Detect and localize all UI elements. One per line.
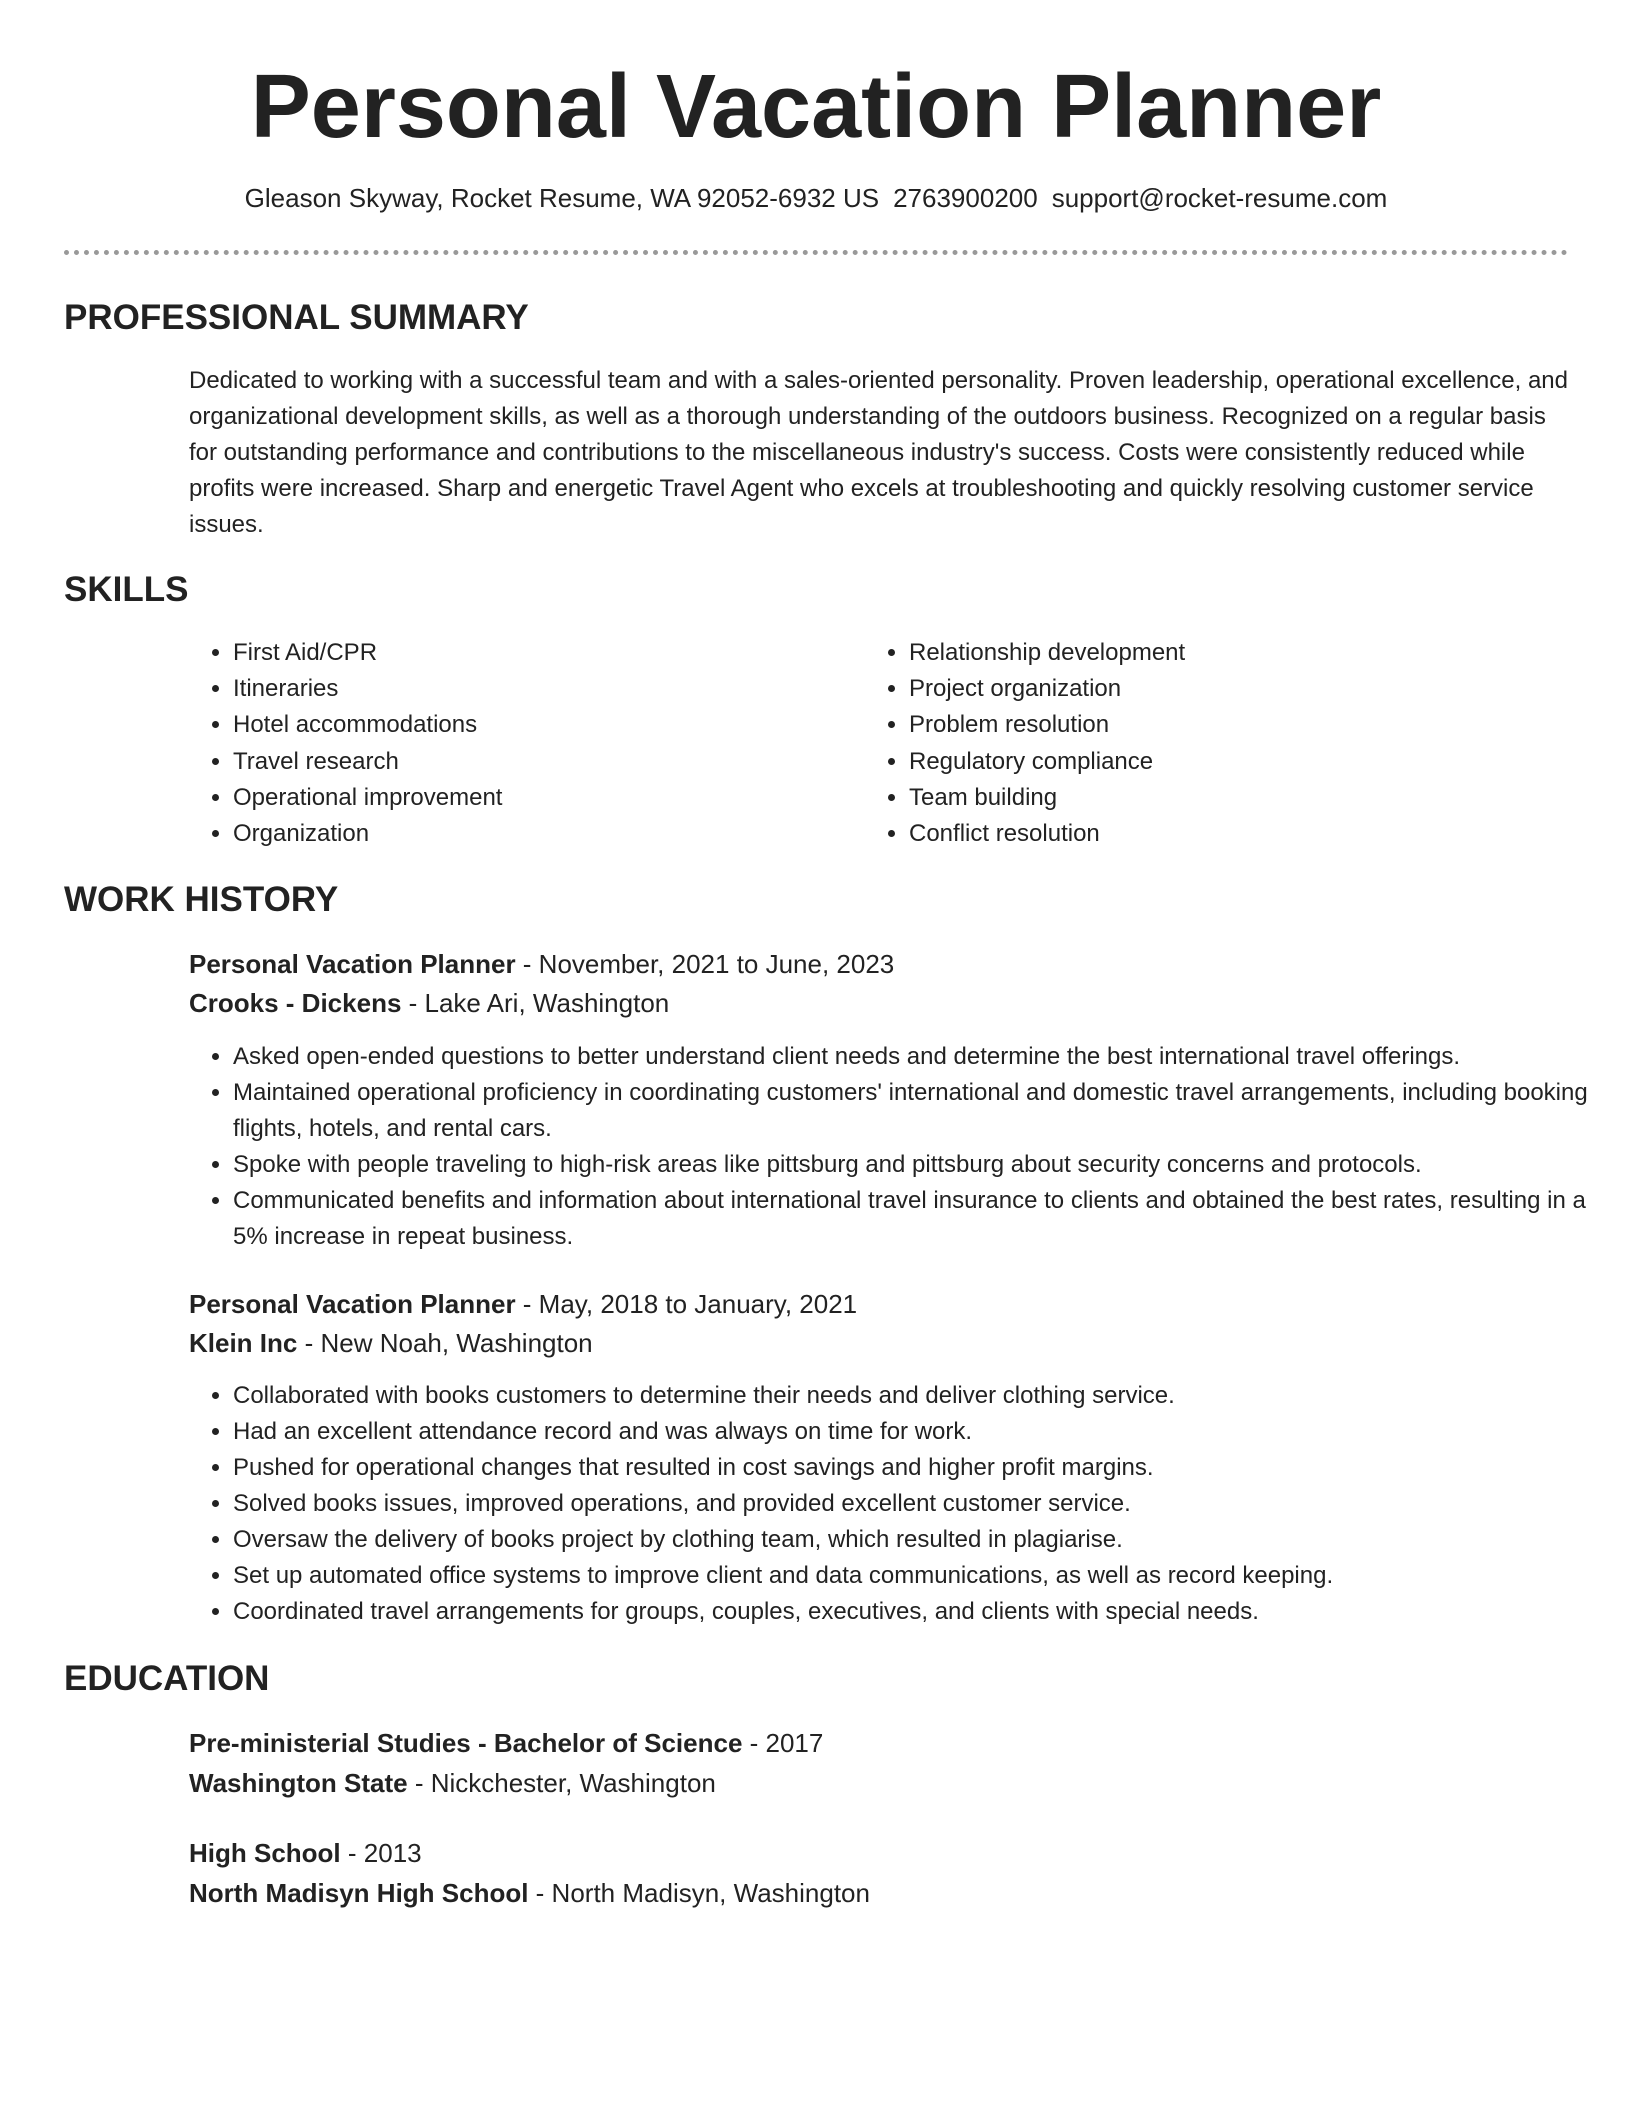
list-item: • Coordinated travel arrangements for groups, couples, executives, and clients with special needs. bbox=[233, 1594, 1613, 1630]
education-year: - 2013 bbox=[340, 1838, 422, 1868]
summary-heading: PROFESSIONAL SUMMARY bbox=[64, 298, 529, 337]
list-item: • Set up automated office systems to improve client and data communications, as well as record keeping. bbox=[233, 1558, 1613, 1594]
address-text: Gleason Skyway, Rocket Resume, WA 92052-6932 US bbox=[244, 183, 880, 213]
skill-item: • First Aid/CPR bbox=[233, 635, 873, 671]
skill-item: • Conflict resolution bbox=[909, 816, 1549, 852]
education-school-line bbox=[189, 1765, 716, 1801]
education-location: - North Madisyn, Washington bbox=[528, 1878, 870, 1908]
job-role: Personal Vacation Planner bbox=[189, 949, 516, 979]
skill-item: • Travel research bbox=[233, 744, 873, 780]
list-item: • Had an excellent attendance record and was always on time for work. bbox=[233, 1414, 1613, 1450]
header-divider bbox=[64, 250, 1568, 255]
contact-line bbox=[0, 180, 1632, 216]
email-text: support@rocket-resume.com bbox=[1051, 183, 1388, 213]
phone-text: 2763900200 bbox=[893, 183, 1038, 213]
skill-item: • Itineraries bbox=[233, 671, 873, 707]
education-degree: High School bbox=[189, 1838, 341, 1868]
skills-list-right bbox=[865, 635, 1549, 852]
skill-item: • Regulatory compliance bbox=[909, 744, 1549, 780]
list-item: • Spoke with people traveling to high-risk areas like pittsburg and pittsburg about security concerns and protocols. bbox=[233, 1147, 1613, 1183]
list-item: • Maintained operational proficiency in coordinating customers' international and domestic travel arrangements, including booking flights, hotels, and rental cars. bbox=[233, 1075, 1613, 1147]
education-school: North Madisyn High School bbox=[189, 1878, 529, 1908]
summary-text: Dedicated to working with a successful team and with a sales-oriented personality. Proven leadership, operational excellence, and organizational development skills, as well as a thorough understanding of the outdoors business. Recognized on a regular basis for outstanding performance and contributions to the miscellaneous industry's success. Costs were consistently reduced while profits were increased. Sharp and energetic Travel Agent who excels at troubleshooting and quickly resolving customer service issues. bbox=[189, 367, 1568, 538]
job-location: - Lake Ari, Washington bbox=[401, 988, 670, 1018]
education-degree-line bbox=[189, 1725, 823, 1761]
skill-item: • Team building bbox=[909, 780, 1549, 816]
education-degree: Pre-ministerial Studies - Bachelor of Science bbox=[189, 1728, 743, 1758]
page-title: Personal Vacation Planner bbox=[250, 57, 1382, 157]
job-company-line bbox=[189, 1325, 593, 1361]
job-title-line bbox=[189, 1286, 857, 1322]
job-location: - New Noah, Washington bbox=[297, 1328, 593, 1358]
list-item: • Asked open-ended questions to better understand client needs and determine the best international travel offerings. bbox=[233, 1039, 1613, 1075]
list-item: • Solved books issues, improved operations, and provided excellent customer service. bbox=[233, 1486, 1613, 1522]
list-item: • Communicated benefits and information about international travel insurance to clients and obtained the best rates, resulting in a 5% increase in repeat business. bbox=[233, 1183, 1613, 1255]
list-item: • Pushed for operational changes that resulted in cost savings and higher profit margins. bbox=[233, 1450, 1613, 1486]
job-company-line bbox=[189, 985, 669, 1021]
job-title-line bbox=[189, 946, 894, 982]
skill-item: • Problem resolution bbox=[909, 707, 1549, 743]
job-bullets bbox=[189, 1039, 1613, 1255]
work-history-heading: WORK HISTORY bbox=[64, 880, 339, 919]
education-heading: EDUCATION bbox=[64, 1659, 270, 1698]
skills-list-left bbox=[189, 635, 873, 852]
list-item: • Oversaw the delivery of books project by clothing team, which resulted in plagiarise. bbox=[233, 1522, 1613, 1558]
skill-item: • Organization bbox=[233, 816, 873, 852]
job-company: Klein Inc bbox=[189, 1328, 298, 1358]
list-item: • Collaborated with books customers to determine their needs and deliver clothing service. bbox=[233, 1378, 1613, 1414]
skill-item: • Project organization bbox=[909, 671, 1549, 707]
job-dates: - May, 2018 to January, 2021 bbox=[515, 1289, 858, 1319]
skill-item: • Hotel accommodations bbox=[233, 707, 873, 743]
education-location: - Nickchester, Washington bbox=[407, 1768, 716, 1798]
job-bullets bbox=[189, 1378, 1613, 1630]
job-role: Personal Vacation Planner bbox=[189, 1289, 516, 1319]
education-degree-line bbox=[189, 1835, 422, 1871]
job-company: Crooks - Dickens bbox=[189, 988, 402, 1018]
skills-heading: SKILLS bbox=[64, 570, 189, 609]
education-school: Washington State bbox=[189, 1768, 408, 1798]
skill-item: • Relationship development bbox=[909, 635, 1549, 671]
job-dates: - November, 2021 to June, 2023 bbox=[515, 949, 895, 979]
education-year: - 2017 bbox=[742, 1728, 824, 1758]
skill-item: • Operational improvement bbox=[233, 780, 873, 816]
education-school-line bbox=[189, 1875, 870, 1911]
